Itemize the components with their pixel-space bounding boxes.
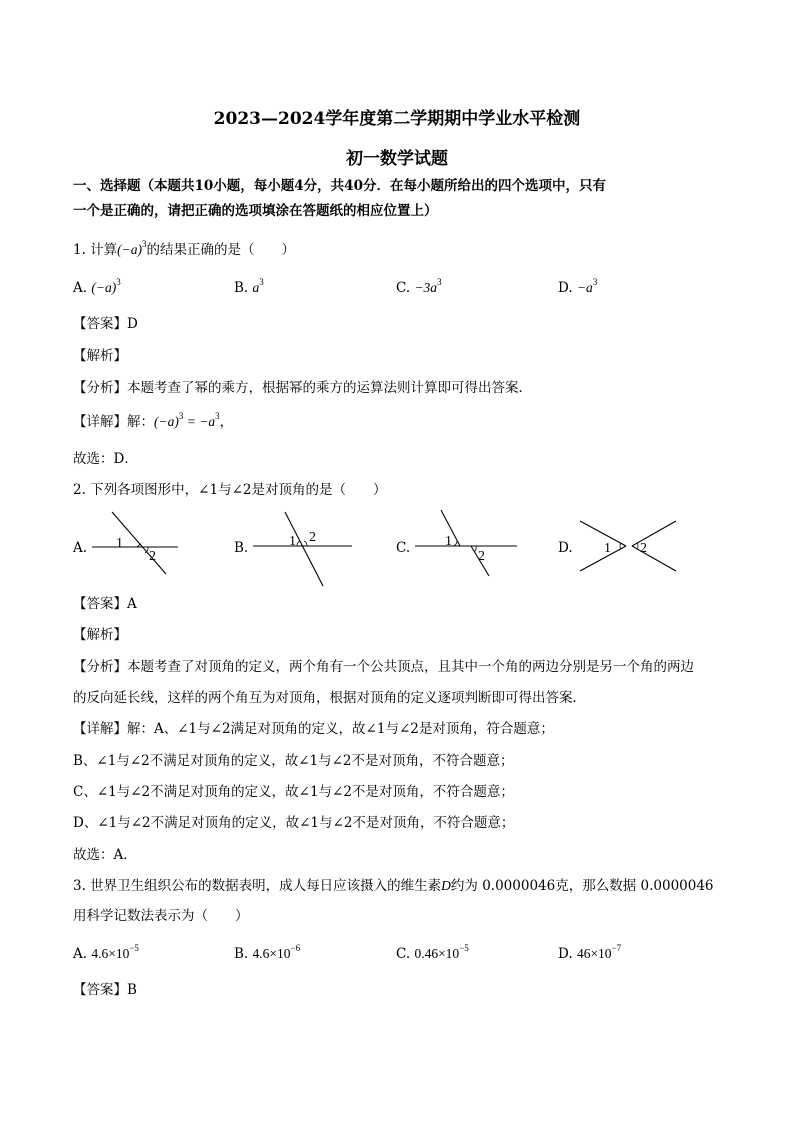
q3-stem-line2: 用科学记数法表示为（ ） <box>73 908 249 924</box>
option-label: B. <box>234 280 249 296</box>
q3-option-c <box>396 944 469 964</box>
stem-text-a: 3. 世界卫生组织公布的数据表明，成人每日应该摄入的维生素 <box>73 878 442 894</box>
option-expr: (−a) <box>91 280 117 295</box>
option-expr: −a <box>576 280 593 295</box>
detail-prefix: 解： <box>127 414 154 430</box>
option-exp: 3 <box>116 277 121 287</box>
option-base: 4.6×10 <box>252 946 291 961</box>
option-exp: 3 <box>437 277 442 287</box>
detail-label: 【详解】 <box>73 721 127 737</box>
answer-value: B <box>127 982 137 998</box>
option-label: C. <box>396 946 411 962</box>
option-label: B. <box>234 946 249 962</box>
answer-label: 【答案】 <box>73 316 127 332</box>
q2-detail-line3: C、∠1与∠2不满足对顶角的定义，故∠1与∠2不是对顶角，不符合题意； <box>73 784 514 800</box>
q2-option-b-label: B. <box>234 540 249 556</box>
q1-analysis-label: 【解析】 <box>73 348 127 364</box>
option-exp: −6 <box>290 943 301 953</box>
q2-option-a-label: A. <box>73 540 88 556</box>
detail-lhs: (−a) <box>154 414 179 429</box>
q2-fenxi-line1 <box>73 657 694 677</box>
detail-end: ， <box>219 414 234 430</box>
q2-figure-d <box>578 516 680 580</box>
q1-option-b <box>234 278 264 298</box>
q2-detail-line4: D、∠1与∠2不满足对顶角的定义，故∠1与∠2不是对顶角，不符合题意； <box>73 815 515 831</box>
detail-rhs-exp: 3 <box>215 411 220 421</box>
q2-option-c-label: C. <box>396 540 411 556</box>
section-heading-line2: 一个是正确的，请把正确的选项填涂在答题纸的相应位置上） <box>73 203 438 219</box>
q3-option-d <box>558 944 621 964</box>
detail-mid: = −a <box>183 414 216 429</box>
q2-figure-b <box>253 506 353 592</box>
option-exp: 3 <box>592 277 598 287</box>
q1-detail <box>73 412 233 432</box>
q1-option-a <box>73 278 121 298</box>
q2-analysis-label: 【解析】 <box>73 627 127 643</box>
q2-figure-a <box>92 506 182 580</box>
option-base: 4.6×10 <box>91 946 130 961</box>
option-base: 46×10 <box>576 946 612 961</box>
q1-stem-expr: (−a) <box>117 242 143 257</box>
option-label: D. <box>558 280 573 296</box>
option-expr: a <box>252 280 260 295</box>
q1-stem-exp: 3 <box>142 239 147 249</box>
option-exp: −5 <box>129 943 139 953</box>
option-exp: 3 <box>259 277 264 287</box>
answer-label: 【答案】 <box>73 982 127 998</box>
q1-stem-suffix: 的结果正确的是（ ） <box>146 242 296 258</box>
fenxi-label: 【分析】 <box>73 380 127 396</box>
q2-choose: 故选：A． <box>73 847 137 863</box>
page-subtitle: 初一数学试题 <box>346 149 448 169</box>
q3-stem-line1 <box>73 876 714 896</box>
q3-answer <box>73 980 137 1000</box>
q1-fenxi <box>73 378 532 398</box>
angle-label-2: 2 <box>309 530 316 545</box>
q1-choose: 故选：D． <box>73 451 138 467</box>
detail-label: 【详解】 <box>73 414 127 430</box>
angle-label-2: 2 <box>640 541 647 556</box>
answer-label: 【答案】 <box>73 596 127 612</box>
q2-stem: 2. 下列各项图形中，∠1与∠2是对顶角的是（ ） <box>73 482 387 498</box>
page-title: 2023—2024学年度第二学期期中学业水平检测 <box>213 109 581 129</box>
option-label: C. <box>396 280 411 296</box>
detail-lhs-exp: 3 <box>178 411 184 421</box>
option-exp: −5 <box>459 943 469 953</box>
q1-stem <box>73 240 295 260</box>
q3-option-b <box>234 944 300 964</box>
angle-label-2: 2 <box>478 549 485 564</box>
option-exp: −7 <box>611 943 622 953</box>
q2-detail-line2: B、∠1与∠2不满足对顶角的定义，故∠1与∠2不是对顶角，不符合题意； <box>73 753 514 769</box>
q1-option-d <box>558 278 597 298</box>
q3-option-a <box>73 944 139 964</box>
angle-label-1: 1 <box>116 536 123 551</box>
stem-text-b: 约为 0.0000046克，那么数据 0.0000046 <box>450 878 714 894</box>
q2-option-d-label: D. <box>558 540 573 556</box>
fenxi-label: 【分析】 <box>73 659 127 675</box>
option-base: 0.46×10 <box>414 946 460 961</box>
detail-text: 解：A、∠1与∠2满足对顶角的定义，故∠1与∠2是对顶角，符合题意； <box>127 721 554 737</box>
option-label: A. <box>73 280 88 296</box>
angle-label-1: 1 <box>604 541 611 556</box>
option-expr: −3a <box>414 280 438 295</box>
angle-label-1: 1 <box>289 534 296 549</box>
stem-var: D <box>441 878 451 893</box>
section-heading-line1: 一、选择题（本题共10小题，每小题4分，共40分．在每小题所给出的四个选项中，只有 <box>73 178 606 194</box>
answer-value: D <box>127 316 138 332</box>
option-label: D. <box>558 946 573 962</box>
angle-label-1: 1 <box>445 534 452 549</box>
q1-stem-prefix: 1. 计算 <box>73 242 118 258</box>
q2-detail-line1 <box>73 719 554 739</box>
option-label: A. <box>73 946 88 962</box>
answer-value: A <box>127 596 137 612</box>
q2-answer <box>73 594 137 614</box>
angle-label-2: 2 <box>149 549 156 564</box>
q1-answer <box>73 314 138 334</box>
fenxi-text: 本题考查了幂的乘方，根据幂的乘方的运算法则计算即可得出答案． <box>127 380 532 396</box>
q2-figure-c <box>415 506 520 582</box>
q1-option-c <box>396 278 442 298</box>
fenxi-text: 本题考查了对顶角的定义，两个角有一个公共顶点，且其中一个角的两边分别是另一个角的两边 <box>127 659 694 675</box>
q2-fenxi-line2: 的反向延长线，这样的两个角互为对顶角，根据对顶角的定义逐项判断即可得出答案． <box>73 690 586 706</box>
